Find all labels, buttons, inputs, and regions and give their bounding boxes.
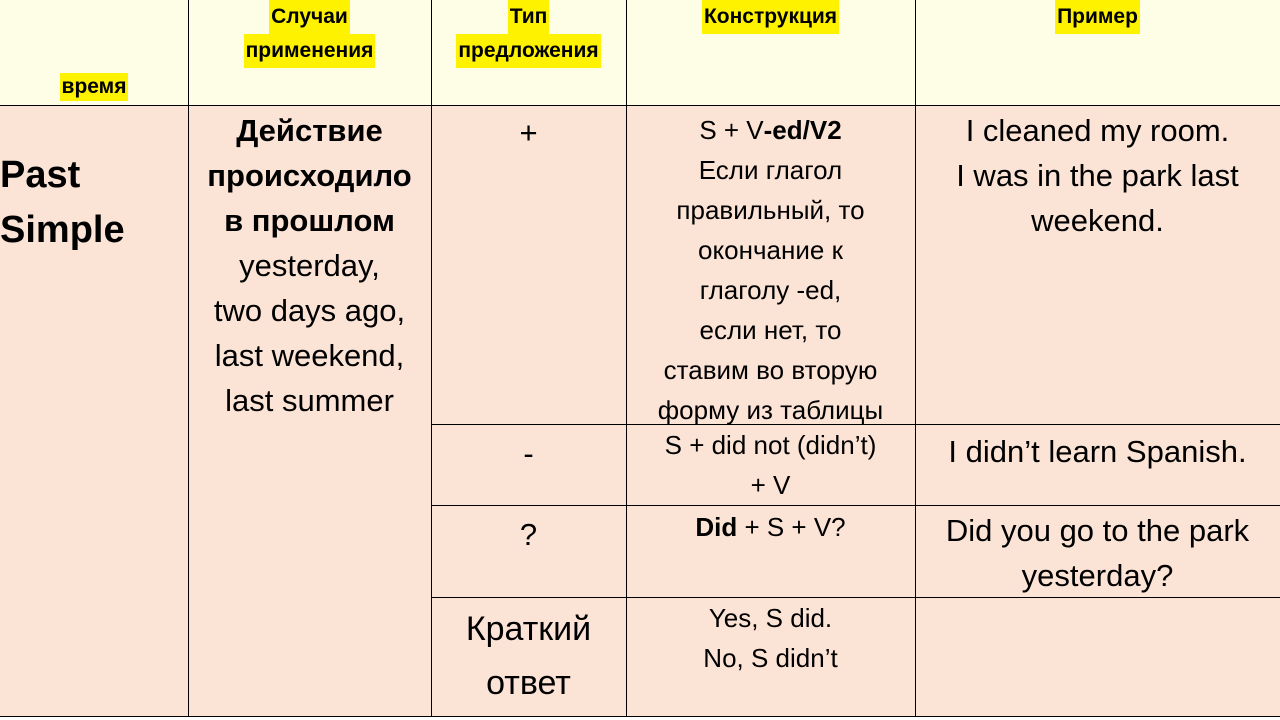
short-answer-type-cell [431,598,626,710]
question-formula [695,506,845,548]
negative-example-line: I didn’t learn Spanish. [948,434,1247,469]
positive-rule-line: если нет, то [699,315,842,345]
positive-rule-line: глаголу -ed, [699,275,842,305]
header-construction-label: Конструкция [702,0,839,34]
positive-formula-prefix: S + V [699,115,764,145]
negative-type-cell [431,425,626,476]
time-marker: two days ago, [213,293,406,328]
usage-cell [188,106,431,423]
header-construction-cell [626,0,915,105]
positive-type-symbol: + [519,115,538,150]
time-marker: last summer [225,383,394,418]
short-answer-type-line: ответ [486,664,571,702]
positive-example-line: I was in the park last [956,158,1239,193]
tense-name-line1: Past [0,154,81,196]
negative-formula-line: + V [750,470,791,500]
positive-example-line: I cleaned my room. [965,113,1230,148]
header-type-cell [431,0,626,105]
tense-cell [0,106,188,258]
usage-description-line: Действие [236,113,383,148]
header-type-label-line2: предложения [456,34,600,68]
short-answer-type-line: Краткий [465,610,592,648]
negative-example-cell [915,425,1280,474]
short-answer-construction-cell [626,598,915,678]
positive-rule-line: Если глагол [698,155,843,185]
positive-rule-line: правильный, то [676,195,865,225]
table-bottom-border [0,716,1280,717]
question-example-line: Did you go to the park [945,513,1250,548]
question-example-line: yesterday? [1021,558,1174,593]
short-answer-formula-line: No, S didn’t [703,643,838,673]
tense-name-line2: Simple [0,209,125,251]
question-example-cell [915,506,1280,598]
positive-example-cell [915,106,1280,243]
positive-type-cell [431,106,626,155]
header-cases-label-line1: Случаи [269,0,350,34]
time-marker: yesterday, [239,248,380,283]
header-time-label: время [60,73,129,101]
question-construction-cell [626,506,915,548]
positive-rule-line: форму из таблицы [657,395,884,425]
header-time-cell [0,0,188,105]
positive-formula-ending: -ed/V2 [763,115,842,145]
usage-description-line: происходило [207,158,412,193]
positive-example-line: weekend. [1031,203,1164,238]
header-cases-cell [188,0,431,105]
negative-formula-line: S + did not (didn’t) [664,430,877,460]
usage-description-line: в прошлом [224,203,395,238]
negative-type-symbol: - [523,436,534,471]
short-answer-formula-line: Yes, S did. [708,603,833,633]
header-example-label: Пример [1055,0,1140,34]
positive-construction-cell [626,106,915,430]
time-marker: last weekend, [214,338,405,373]
positive-rule-line: окончание к [698,235,843,265]
header-type-label-line1: Тип [508,0,550,34]
question-type-symbol: ? [519,517,538,552]
positive-formula [699,110,841,150]
header-example-cell [915,0,1280,105]
question-formula-rest: + S + V? [737,512,846,542]
question-type-cell [431,506,626,557]
negative-construction-cell [626,425,915,505]
positive-rule-line: ставим во вторую [663,355,878,385]
header-cases-label-line2: применения [244,34,376,68]
question-formula-auxiliary: Did [695,512,738,542]
